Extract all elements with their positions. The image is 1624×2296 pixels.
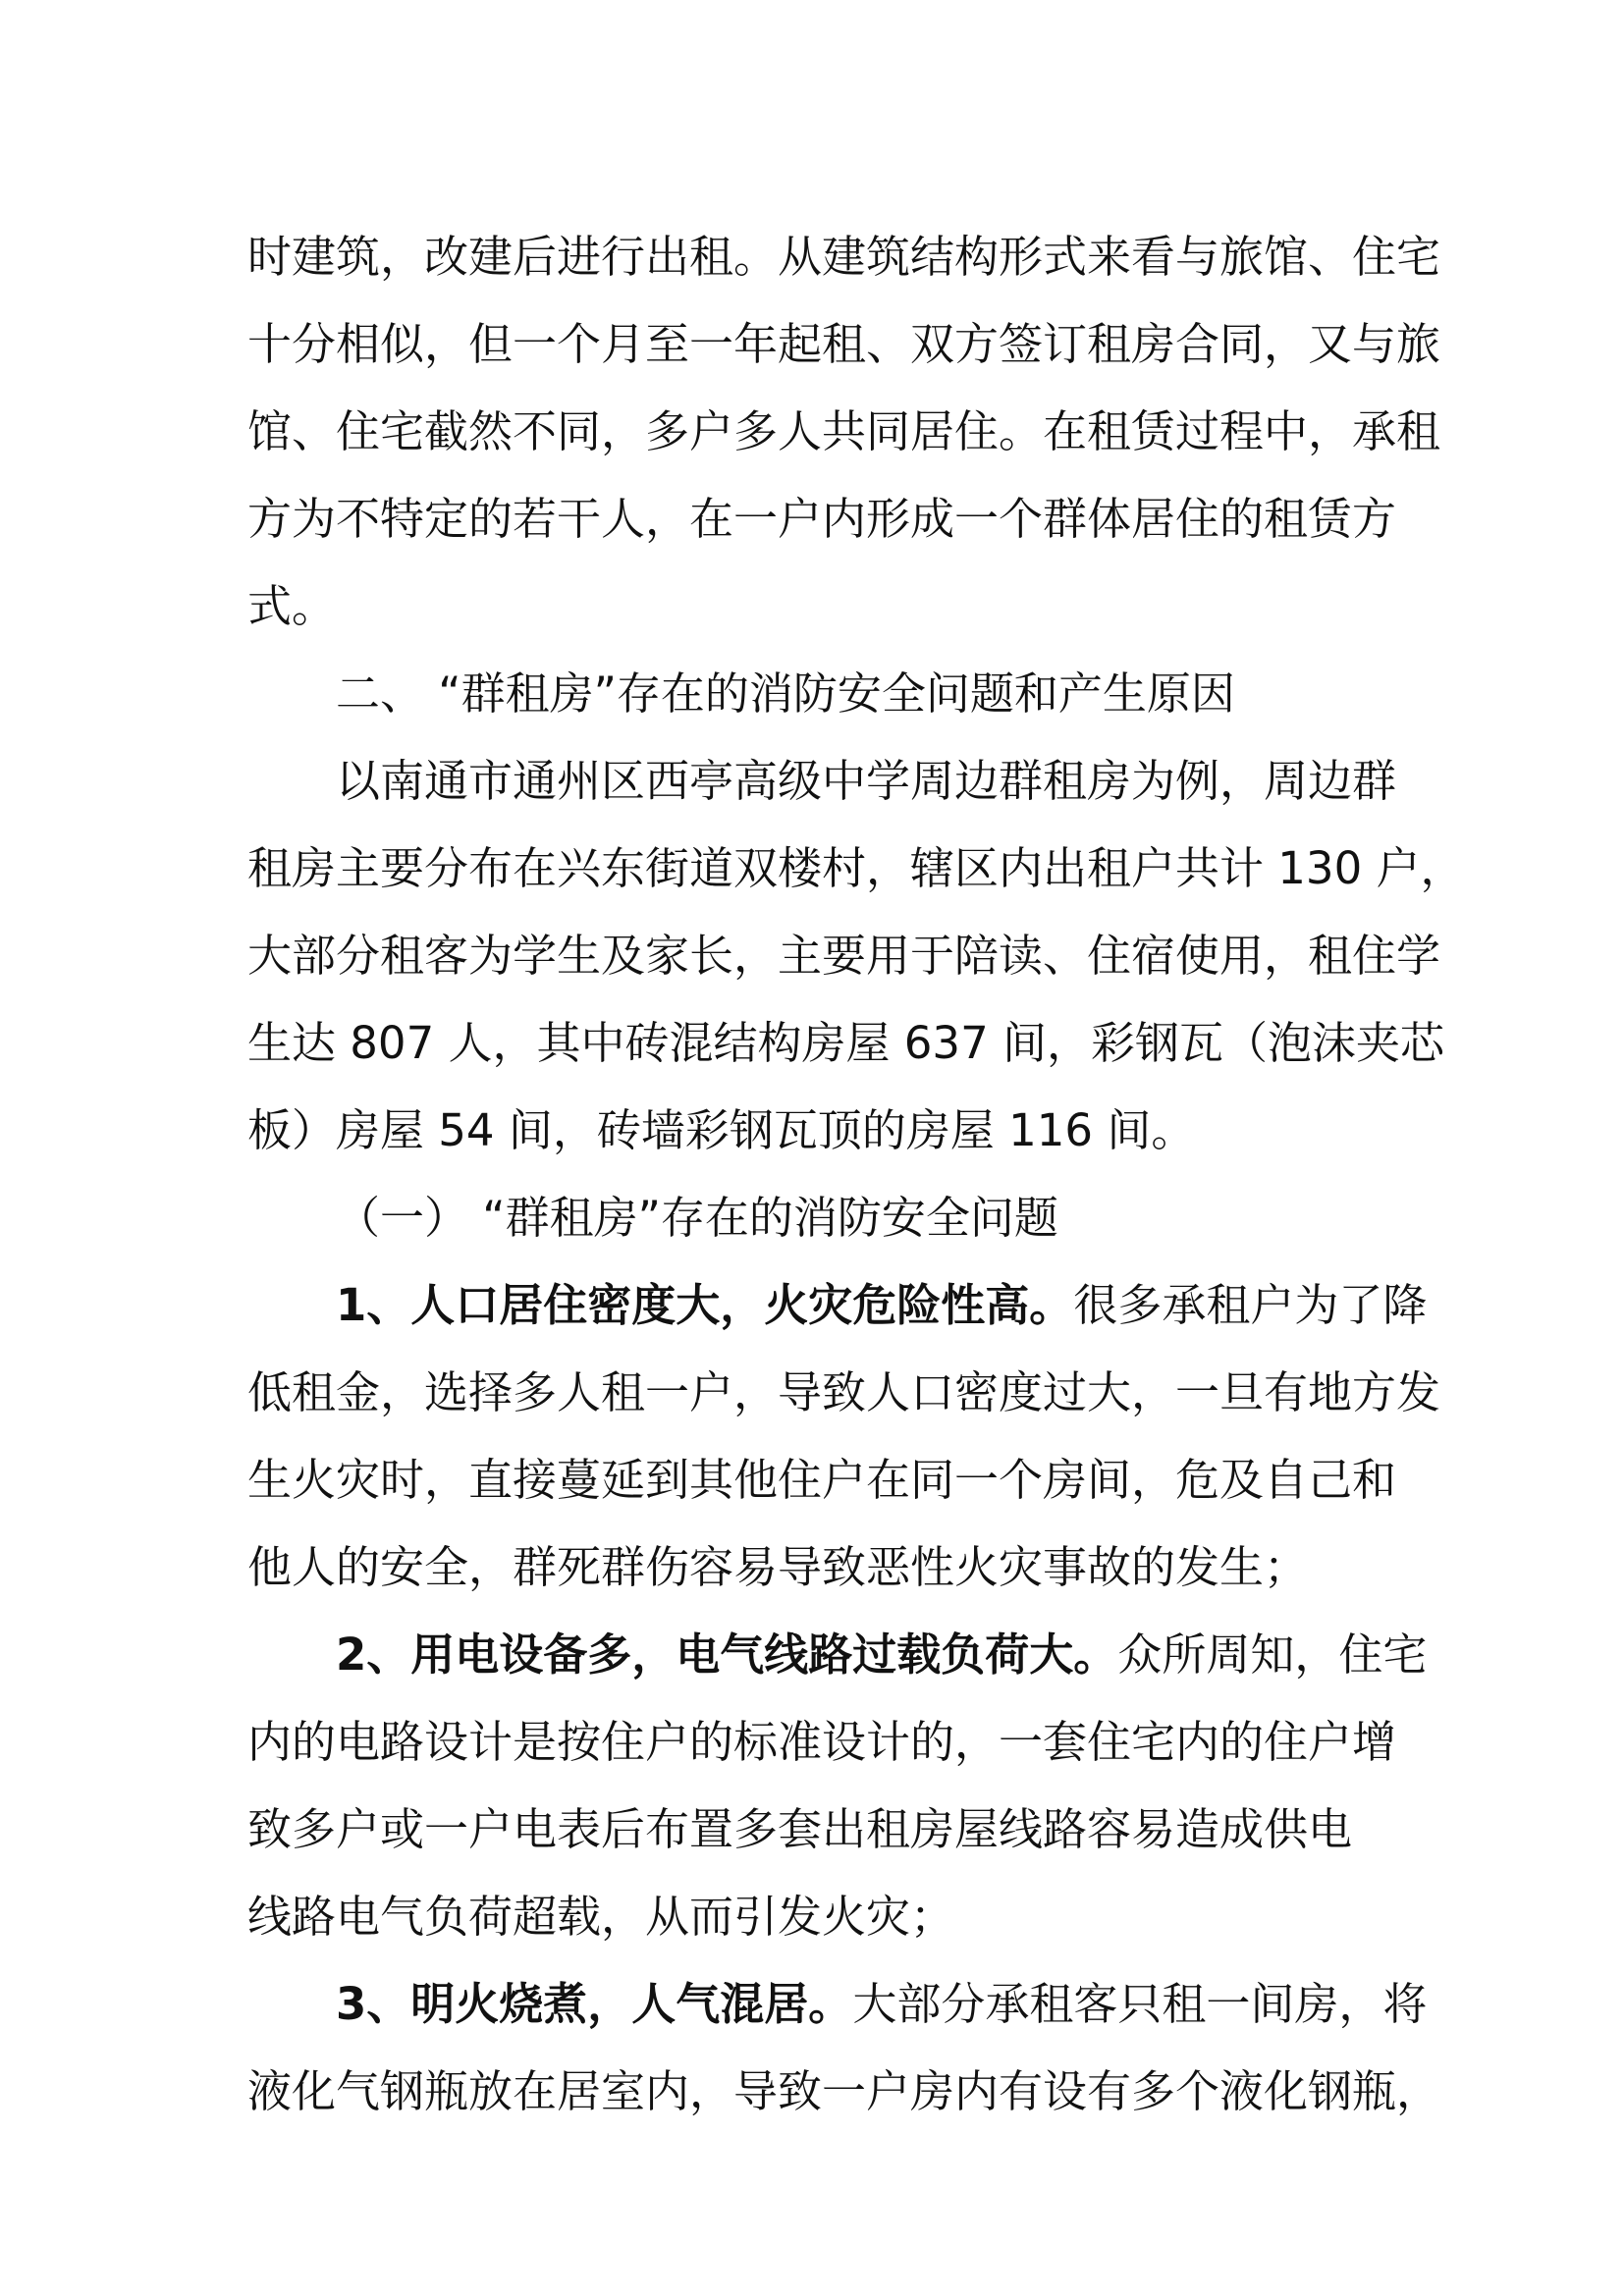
item-3-first-line xyxy=(336,1975,1427,2034)
item-3-lead-rest: 大部分承租客只租一间房，将 xyxy=(852,1978,1428,2030)
text-line: 致多户或一户电表后布置多套出租房屋线路容易造成供电 xyxy=(247,1803,1353,1855)
item-3-bold-lead: 3、明火烧煮，人气混居。 xyxy=(336,1978,853,2030)
item-1-first-line xyxy=(336,1276,1427,1335)
text-line: 十分相似，但一个月至一年起租、双方签订租房合同，又与旅 xyxy=(247,318,1441,370)
item-2-first-line xyxy=(336,1626,1427,1684)
text-line: 低租金，选择多人租一户，导致人口密度过大，一旦有地方发 xyxy=(247,1366,1441,1418)
text-line: 生火灾时，直接蔓延到其他住户在同一个房间，危及自己和 xyxy=(247,1454,1397,1506)
text-line: 线路电气负荷超载，从而引发火灾； xyxy=(247,1891,955,1943)
text-line: 大部分租客为学生及家长，主要用于陪读、住宿使用，租住学 xyxy=(247,930,1441,982)
text-line: 方为不特定的若干人，在一户内形成一个群体居住的租赁方 xyxy=(247,493,1397,545)
text-line: 馆、住宅截然不同，多户多人共同居住。在租赁过程中，承租 xyxy=(247,405,1441,457)
text-line: 时建筑，改建后进行出租。从建筑结构形式来看与旅馆、住宅 xyxy=(247,231,1441,283)
text-line: 式。 xyxy=(247,580,337,632)
item-2-lead-rest: 众所周知，住宅 xyxy=(1117,1629,1428,1681)
section-heading: 二、 “群租房”存在的消防安全问题和产生原因 xyxy=(336,667,1235,720)
text-line: 液化气钢瓶放在居室内，导致一户房内有设有多个液化钢瓶， xyxy=(247,2065,1441,2117)
text-line: 以南通市通州区西亭高级中学周边群租房为例，周边群 xyxy=(336,755,1397,807)
text-line: 生达 807 人，其中砖混结构房屋 637 间，彩钢瓦（泡沫夹芯 xyxy=(247,1017,1445,1069)
subheading: （一） “群租房”存在的消防安全问题 xyxy=(336,1192,1058,1244)
text-line: 他人的安全，群死群伤容易导致恶性火灾事故的发生； xyxy=(247,1541,1309,1593)
text-line: 内的电路设计是按住户的标准设计的，一套住宅内的住户增 xyxy=(247,1716,1397,1768)
text-line: 租房主要分布在兴东街道双楼村，辖区内出租户共计 130 户， xyxy=(247,842,1465,894)
item-1-lead-rest: 很多承租户为了降 xyxy=(1073,1279,1428,1331)
item-2-bold-lead: 2、用电设备多，电气线路过载负荷大。 xyxy=(336,1629,1118,1681)
text-line: 板）房屋 54 间，砖墙彩钢瓦顶的房屋 116 间。 xyxy=(247,1104,1196,1156)
item-1-bold-lead: 1、人口居住密度大，火灾危险性高。 xyxy=(336,1279,1074,1331)
